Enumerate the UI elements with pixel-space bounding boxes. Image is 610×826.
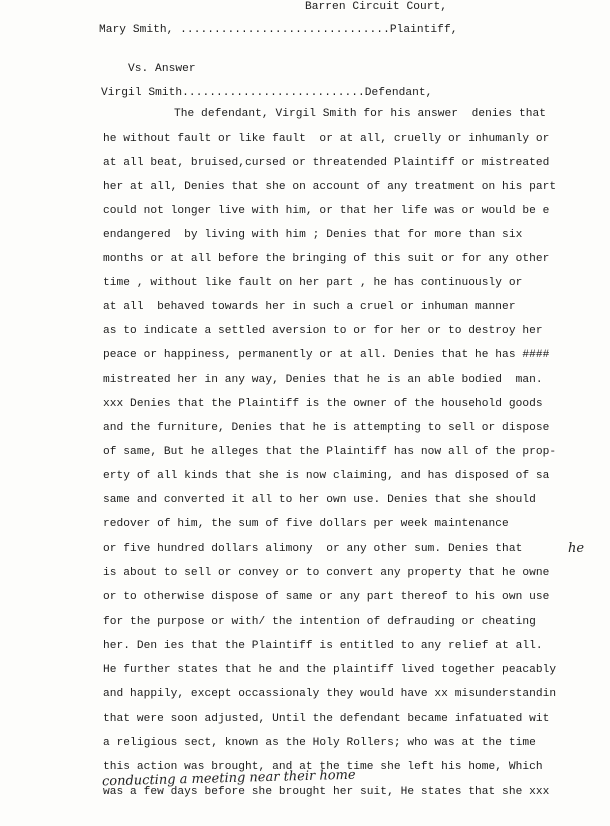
handwritten-margin-note: he — [568, 541, 585, 556]
answer-body-line: her. Den ies that the Plaintiff is entitled to any relief at all. — [103, 640, 543, 652]
answer-body-line: as to indicate a settled aversion to or for her or to destroy her — [103, 325, 543, 337]
answer-body-line: The defendant, Virgil Smith for his answer denies that — [174, 108, 546, 120]
handwritten-interlinear-note: conducting a meeting near their home — [101, 767, 356, 790]
answer-body-line: her at all, Denies that she on account of any treatment on his part — [103, 181, 557, 193]
answer-body-line: was a few days before she brought her suit, He states that she xxx — [103, 786, 550, 798]
answer-body-line: mistreated her in any way, Denies that he is an able bodied man. — [103, 374, 543, 386]
answer-body-line: He further states that he and the plaintiff lived together peacably — [103, 664, 557, 676]
answer-body-line: at all beat, bruised,cursed or threatended Plaintiff or mistreated — [103, 157, 550, 169]
answer-body-line: endangered by living with him ; Denies that for more than six — [103, 229, 523, 241]
answer-body-line: or five hundred dollars alimony or any other sum. Denies that — [103, 543, 523, 555]
answer-body-line: at all behaved towards her in such a cruel or inhuman manner — [103, 301, 516, 313]
answer-body-line: peace or happiness, permanently or at all. Denies that he has #### — [103, 349, 550, 361]
answer-body-line: for the purpose or with/ the intention of defrauding or cheating — [103, 616, 536, 628]
answer-body-line: a religious sect, known as the Holy Rollers; who was at the time — [103, 737, 536, 749]
answer-body-line: redover of him, the sum of five dollars per week maintenance — [103, 518, 509, 530]
plaintiff-line: Mary Smith, ...............................Plaintiff, — [99, 24, 458, 36]
answer-body-line: he without fault or like fault or at all, cruelly or inhumanly or — [103, 133, 550, 145]
answer-body-line: xxx Denies that the Plaintiff is the owner of the household goods — [103, 398, 543, 410]
answer-body-line: that were soon adjusted, Until the defendant became infatuated wit — [103, 713, 550, 725]
answer-body-line: or to otherwise dispose of same or any part thereof to his own use — [103, 591, 550, 603]
court-heading: Barren Circuit Court, — [305, 1, 448, 13]
answer-body-line: erty of all kinds that she is now claiming, and has disposed of sa — [103, 470, 550, 482]
answer-body-line: and the furniture, Denies that he is attempting to sell or dispose — [103, 422, 550, 434]
answer-body-line: is about to sell or convey or to convert any property that he owne — [103, 567, 550, 579]
answer-body-line: and happily, except occassionaly they would have xx misunderstandin — [103, 688, 557, 700]
answer-body-line: of same, But he alleges that the Plaintiff has now all of the prop- — [103, 446, 557, 458]
versus-answer-line: Vs. Answer — [128, 63, 196, 75]
answer-body-line: time , without like fault on her part , he has continuously or — [103, 277, 523, 289]
defendant-line: Virgil Smith...........................Defendant, — [101, 87, 433, 99]
answer-body-line: months or at all before the bringing of this suit or for any other — [103, 253, 550, 265]
answer-body-line: same and converted it all to her own use. Denies that she should — [103, 494, 536, 506]
answer-body-line: could not longer live with him, or that her life was or would be e — [103, 205, 550, 217]
answer-body-line: this action was brought, and at the time she left his home, Which — [103, 761, 543, 773]
